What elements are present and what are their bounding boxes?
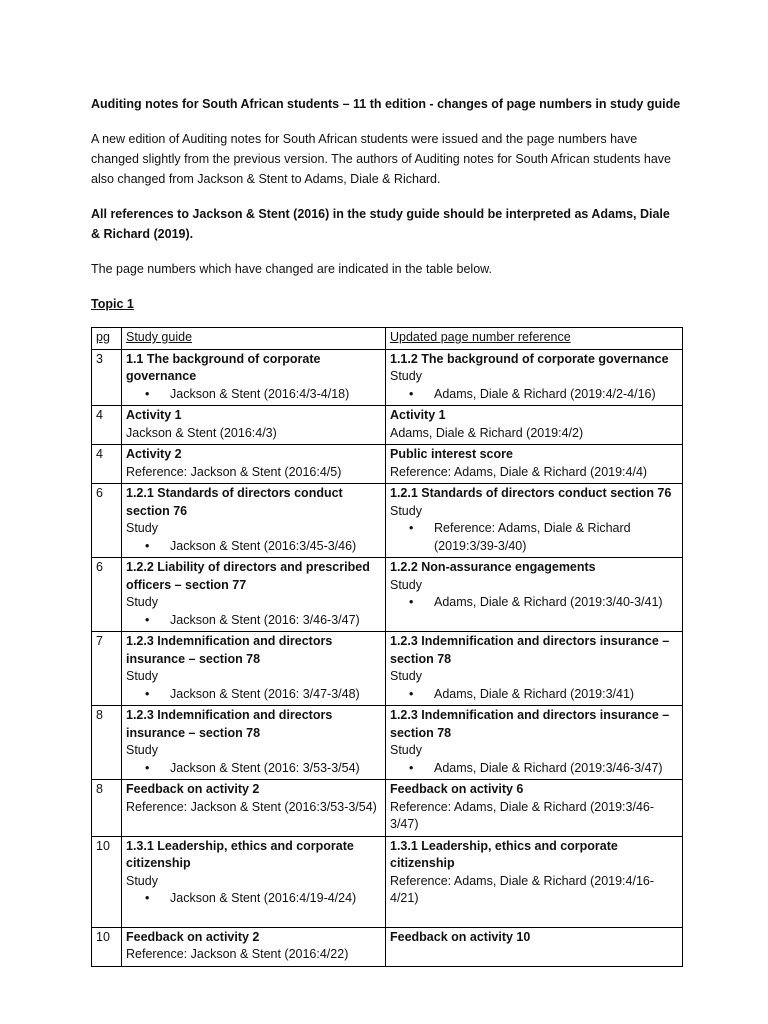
cell-text: Reference: Jackson & Stent (2016:3/53-3/54) <box>126 799 377 814</box>
bullet-item: • Adams, Diale & Richard (2019:3/40-3/41) <box>390 594 678 612</box>
bullet-item: • Jackson & Stent (2016:4/3-4/18) <box>126 386 381 404</box>
cell-heading: Activity 2 <box>126 447 182 461</box>
table-row <box>92 406 683 445</box>
bullet-item: • Jackson & Stent (2016: 3/47-3/48) <box>126 686 381 704</box>
updated-reference-cell <box>386 632 683 706</box>
cell-heading: 1.2.3 Indemnification and directors insurance – section 78 <box>390 708 670 740</box>
page-cell: 8 <box>92 706 122 780</box>
intro-paragraph: A new edition of Auditing notes for South African students were issued and the page numbers have changed slightly from the previous version. The authors of Auditing notes for South African students have also changed from Jackson & Stent to Adams, Diale & Richard. <box>91 132 671 186</box>
page-cell: 3 <box>92 349 122 406</box>
cell-heading: Feedback on activity 2 <box>126 782 260 796</box>
document-title: Auditing notes for South African students – 11 th edition - changes of page numbers in study guide <box>91 97 681 111</box>
cell-heading: 1.1 The background of corporate governance <box>126 351 321 383</box>
cell-heading: 1.2.3 Indemnification and directors insurance – section 78 <box>126 634 333 666</box>
updated-reference-cell <box>386 558 683 632</box>
cell-heading: Activity 1 <box>126 408 182 422</box>
notice-paragraph: All references to Jackson & Stent (2016) in the study guide should be interpreted as Adams, Diale & Richard (2019). <box>91 207 670 241</box>
cell-heading: Feedback on activity 2 <box>126 929 260 944</box>
table-row <box>92 706 683 780</box>
header-updated-reference: Updated page number reference <box>386 328 683 350</box>
study-label: Study <box>126 743 158 757</box>
study-guide-cell <box>122 445 386 484</box>
header-pg: pg <box>92 328 122 350</box>
study-label: Study <box>390 743 422 757</box>
study-guide-cell <box>122 927 386 966</box>
study-label: Study <box>390 577 422 592</box>
study-label: Study <box>126 595 158 609</box>
cell-heading: 1.2.1 Standards of directors conduct section 76 <box>126 486 343 518</box>
cell-heading: 1.2.2 Liability of directors and prescribed officers – section 77 <box>126 560 370 592</box>
study-label: Study <box>126 669 158 683</box>
study-label: Study <box>126 873 158 888</box>
bullet-item: • Adams, Diale & Richard (2019:3/41) <box>390 686 678 704</box>
bullet-item: • Jackson & Stent (2016:4/19-4/24) <box>126 890 381 908</box>
table-row <box>92 349 683 406</box>
page-cell: 7 <box>92 632 122 706</box>
cell-heading: Feedback on activity 10 <box>390 929 531 944</box>
cell-heading: 1.3.1 Leadership, ethics and corporate citizenship <box>390 838 618 870</box>
study-guide-cell <box>122 706 386 780</box>
table-row <box>92 445 683 484</box>
page-cell: 6 <box>92 558 122 632</box>
page-cell: 10 <box>92 927 122 966</box>
cell-heading: 1.3.1 Leadership, ethics and corporate citizenship <box>126 838 354 870</box>
study-label: Study <box>390 369 422 383</box>
header-study-guide: Study guide <box>122 328 386 350</box>
table-header-row <box>92 328 683 350</box>
cell-text: Reference: Adams, Diale & Richard (2019:3/46-3/47) <box>390 799 655 831</box>
page-cell: 8 <box>92 780 122 837</box>
cell-text: Reference: Adams, Diale & Richard (2019:4/4) <box>390 464 648 479</box>
cell-heading: Activity 1 <box>390 408 446 422</box>
updated-reference-cell <box>386 445 683 484</box>
page-cell: 6 <box>92 484 122 558</box>
cell-heading: Feedback on activity 6 <box>390 782 524 796</box>
study-label: Study <box>390 669 422 683</box>
page-cell: 4 <box>92 445 122 484</box>
cell-heading: 1.2.3 Indemnification and directors insurance – section 78 <box>126 708 333 740</box>
cell-heading: 1.2.3 Indemnification and directors insurance – section 78 <box>390 634 670 666</box>
bullet-continuation: (2019:3/39-3/40) <box>434 538 527 553</box>
topic-heading: Topic 1 <box>91 297 134 311</box>
updated-reference-cell <box>386 406 683 445</box>
cell-heading: 1.2.2 Non-assurance engagements <box>390 560 596 574</box>
table-row <box>92 780 683 837</box>
bullet-item: • Adams, Diale & Richard (2019:3/46-3/47) <box>390 760 678 778</box>
page-number-table <box>91 327 683 967</box>
bullet-item: • Adams, Diale & Richard (2019:4/2-4/16) <box>390 386 678 404</box>
cell-text: Reference: Jackson & Stent (2016:4/5) <box>126 464 342 479</box>
page-cell: 10 <box>92 836 122 927</box>
page-cell: 4 <box>92 406 122 445</box>
bullet-item: • Jackson & Stent (2016: 3/53-3/54) <box>126 760 381 778</box>
study-label: Study <box>390 503 422 518</box>
updated-reference-cell <box>386 706 683 780</box>
cell-heading: 1.1.2 The background of corporate governance <box>390 351 669 366</box>
table-row <box>92 836 683 927</box>
bullet-item: • Jackson & Stent (2016: 3/46-3/47) <box>126 612 381 630</box>
updated-reference-cell <box>386 780 683 837</box>
updated-reference-cell <box>386 836 683 927</box>
cell-text: Reference: Adams, Diale & Richard (2019:4/16-4/21) <box>390 873 655 905</box>
updated-reference-cell <box>386 927 683 966</box>
updated-reference-cell <box>386 349 683 406</box>
table-row <box>92 927 683 966</box>
cell-spacer <box>126 908 381 925</box>
study-guide-cell <box>122 406 386 445</box>
study-guide-cell <box>122 632 386 706</box>
table-row <box>92 558 683 632</box>
bullet-item: • Reference: Adams, Diale & Richard <box>390 520 678 538</box>
table-row <box>92 484 683 558</box>
cell-heading: 1.2.1 Standards of directors conduct section 76 <box>390 486 672 500</box>
pages-note-paragraph: The page numbers which have changed are indicated in the table below. <box>91 262 492 276</box>
bullet-item: • Jackson & Stent (2016:3/45-3/46) <box>126 538 381 556</box>
document-content <box>91 94 681 967</box>
study-guide-cell <box>122 349 386 406</box>
study-guide-cell <box>122 780 386 837</box>
study-guide-cell <box>122 484 386 558</box>
study-guide-cell <box>122 558 386 632</box>
cell-text: Jackson & Stent (2016:4/3) <box>126 425 277 440</box>
study-label: Study <box>126 521 158 535</box>
cell-text: Adams, Diale & Richard (2019:4/2) <box>390 425 584 440</box>
cell-text: Reference: Jackson & Stent (2016:4/22) <box>126 947 349 961</box>
cell-heading: Public interest score <box>390 447 513 461</box>
updated-reference-cell <box>386 484 683 558</box>
table-row <box>92 632 683 706</box>
study-guide-cell <box>122 836 386 927</box>
